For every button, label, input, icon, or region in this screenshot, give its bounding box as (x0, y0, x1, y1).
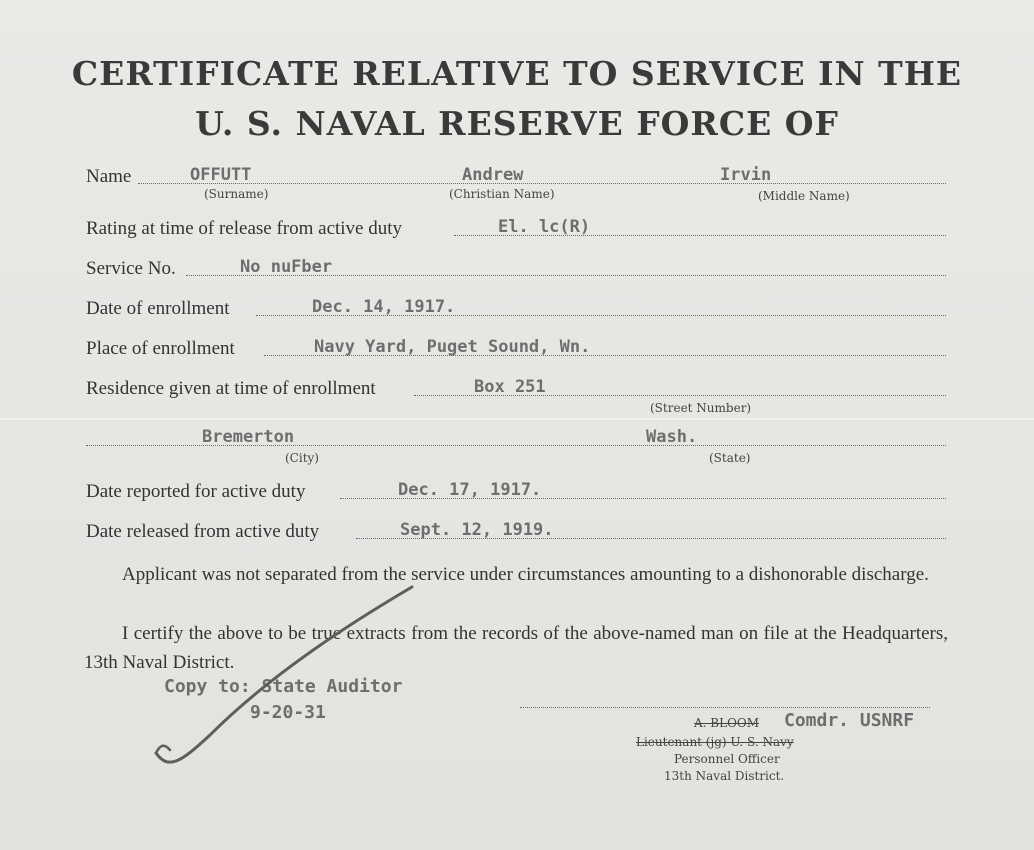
place-enrollment-value: Navy Yard, Puget Sound, Wn. (314, 337, 591, 357)
rating-label: Rating at time of release from active duty (86, 218, 403, 239)
date-enrollment-row (86, 290, 946, 320)
certification-statement: I certify the above to be true extracts from the records of the above-named man on file at the Headquarters, 13th Naval District. (84, 623, 948, 673)
residence-row (86, 370, 946, 400)
residence-label: Residence given at time of enrollment (86, 378, 376, 399)
date-released-row (86, 513, 946, 543)
surname-value: OFFUTT (190, 165, 252, 185)
check-mark-icon (150, 585, 420, 775)
signature-personnel-officer: Personnel Officer (674, 752, 780, 766)
date-enrollment-label: Date of enrollment (86, 298, 230, 319)
copy-date: 9-20-31 (250, 702, 326, 723)
city-value: Bremerton (202, 427, 295, 447)
service-number-row (86, 250, 946, 280)
signature-rank: Comdr. USNRF (784, 710, 915, 731)
signature-district: 13th Naval District. (664, 769, 785, 783)
middle-name-value: Irvin (720, 165, 772, 185)
rating-row (86, 210, 946, 240)
certificate-title-line1: CERTIFICATE RELATIVE TO SERVICE IN THE (71, 54, 963, 93)
date-released-value: Sept. 12, 1919. (400, 520, 554, 540)
christian-name-caption: (Christian Name) (449, 187, 555, 201)
place-enrollment-label: Place of enrollment (86, 338, 235, 359)
copy-note: Copy to: State Auditor (164, 676, 403, 697)
date-reported-value: Dec. 17, 1917. (398, 480, 542, 500)
name-label: Name (86, 166, 132, 187)
signature-title-struck: Lieutenant (jg) U. S. Navy (636, 735, 794, 749)
name-row (86, 158, 946, 188)
signature-name-struck: A. BLOOM (694, 716, 760, 730)
date-enrollment-value: Dec. 14, 1917. (312, 297, 456, 317)
state-caption: (State) (709, 451, 751, 465)
street-number-caption: (Street Number) (650, 401, 752, 415)
date-reported-label: Date reported for active duty (86, 481, 306, 502)
christian-name-value: Andrew (462, 165, 524, 185)
name-line (138, 183, 946, 184)
city-caption: (City) (285, 451, 319, 465)
signature-line (520, 707, 930, 708)
separation-statement: Applicant was not separated from the service under circumstances amounting to a dishonorable discharge. (122, 564, 929, 585)
service-number-label: Service No. (86, 258, 176, 279)
state-value: Wash. (646, 427, 698, 447)
city-state-row (86, 420, 946, 450)
rating-value: El. lc(R) (498, 217, 591, 237)
place-enrollment-row (86, 330, 946, 360)
middle-name-caption: (Middle Name) (758, 189, 850, 203)
service-number-value: No nuFber (240, 257, 333, 277)
surname-caption: (Surname) (204, 187, 269, 201)
certificate-title-line2: U. S. NAVAL RESERVE FORCE OF (195, 104, 839, 143)
residence-street-value: Box 251 (474, 377, 546, 397)
date-released-label: Date released from active duty (86, 521, 320, 542)
date-reported-row (86, 473, 946, 503)
